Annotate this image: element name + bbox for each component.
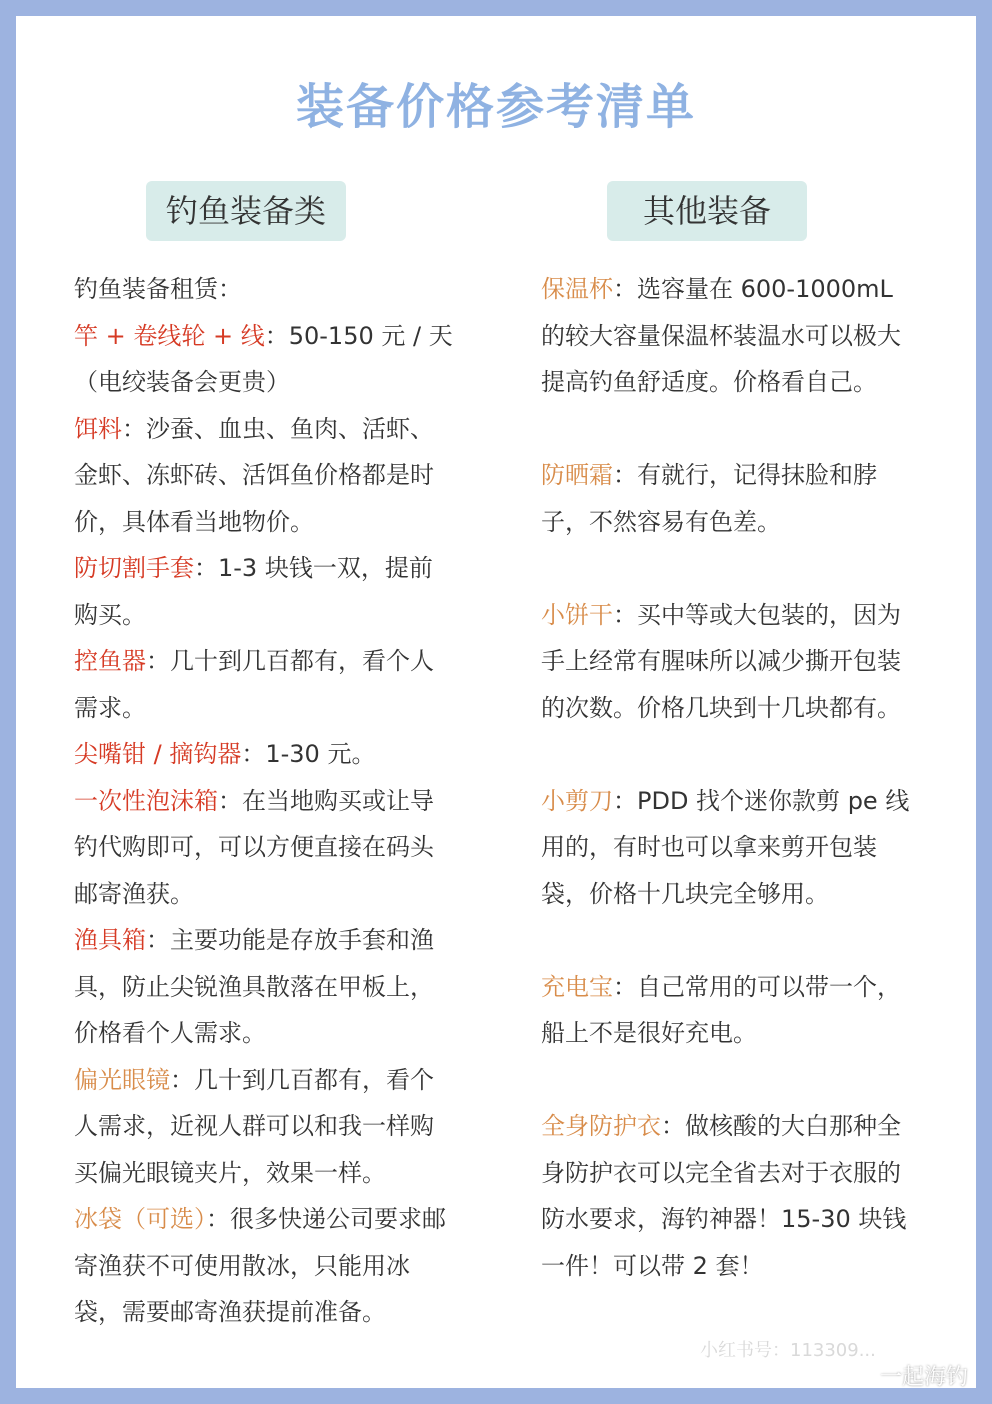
item-key: 小剪刀	[541, 786, 613, 815]
right-column	[541, 266, 919, 1289]
spacer	[541, 917, 919, 964]
item-text: 钓鱼装备租赁：	[74, 275, 242, 303]
item-text: ：1-3 块钱一双，提前购买。	[74, 554, 433, 629]
list-item	[541, 452, 919, 545]
item-text: ：自己常用的可以带一个，船上不是很好充电。	[541, 972, 901, 1047]
item-key: 控鱼器	[74, 647, 146, 675]
watermark: 小红书号：113309...	[700, 1340, 876, 1361]
item-text: ：几十到几百都有，看个人需求。	[74, 647, 434, 722]
list-item	[74, 1196, 454, 1336]
left-section-header: 钓鱼装备类	[146, 181, 346, 241]
item-text: ：主要功能是存放手套和渔具，防止尖锐渔具散落在甲板上，价格看个人需求。	[74, 926, 434, 1047]
item-key: 渔具箱	[74, 926, 146, 954]
list-item	[74, 406, 454, 546]
list-item	[541, 1103, 919, 1289]
item-text: ：几十到几百都有，看个人需求，近视人群可以和我一样购买偏光眼镜夹片，效果一样。	[74, 1065, 434, 1187]
list-item	[541, 592, 919, 732]
list-item	[74, 545, 454, 638]
list-item	[541, 964, 919, 1057]
brand-label: 一起海钓	[880, 1365, 969, 1390]
item-key: 防切割手套	[74, 554, 194, 582]
list-item	[74, 917, 454, 1057]
item-text: ：有就行，记得抹脸和脖子，不然容易有色差。	[541, 461, 877, 536]
item-text: ：选容量在 600-1000mL 的较大容量保温杯装温水可以极大提高钓鱼舒适度。价格看自己。	[541, 275, 901, 396]
item-key: 偏光眼镜	[74, 1065, 170, 1094]
list-item	[541, 778, 919, 918]
item-key: 尖嘴钳 / 摘钩器	[74, 740, 242, 768]
item-key: 饵料	[74, 414, 122, 443]
list-item	[74, 313, 454, 406]
item-key: 竿 + 卷线轮 + 线	[74, 321, 265, 350]
poster-card	[16, 16, 976, 1388]
spacer	[541, 1057, 919, 1104]
item-key: 一次性泡沫箱	[74, 786, 218, 815]
item-text: ：PDD 找个迷你款剪 pe 线用的，有时也可以拿来剪开包装袋，价格十几块完全够用。	[541, 786, 910, 908]
item-text: ：很多快递公司要求邮寄渔获不可使用散冰，只能用冰袋，需要邮寄渔获提前准备。	[74, 1205, 446, 1326]
list-item	[541, 266, 919, 406]
item-key: 全身防护衣	[541, 1112, 661, 1140]
item-text: ：做核酸的大白那种全身防护衣可以完全省去对于衣服的防水要求，海钓神器！15-30 块钱一件！可以带 2 套！	[541, 1112, 907, 1280]
item-text: ：1-30 元。	[241, 740, 376, 768]
spacer	[541, 545, 919, 592]
item-key: 防晒霜	[541, 461, 613, 489]
item-key: 冰袋（可选）	[74, 1205, 206, 1233]
spacer	[541, 731, 919, 778]
page-title: 装备价格参考清单	[295, 79, 696, 135]
spacer	[541, 406, 919, 453]
item-text: ：50-150 元 / 天（电绞装备会更贵）	[74, 321, 453, 396]
list-item	[74, 266, 454, 313]
item-text: ：买中等或大包装的，因为手上经常有腥味所以减少撕开包装的次数。价格几块到十几块都有。	[541, 600, 901, 722]
left-column	[74, 266, 454, 1336]
list-item	[74, 1057, 454, 1197]
item-key: 小饼干	[541, 600, 613, 629]
list-item	[74, 778, 454, 918]
item-key: 充电宝	[541, 972, 613, 1001]
right-section-header: 其他装备	[607, 181, 807, 241]
list-item	[74, 638, 454, 731]
list-item	[74, 731, 454, 778]
item-key: 保温杯	[541, 275, 613, 303]
item-text: ：在当地购买或让导钓代购即可，可以方便直接在码头邮寄渔获。	[74, 786, 434, 908]
item-text: ：沙蚕、血虫、鱼肉、活虾、金虾、冻虾砖、活饵鱼价格都是时价，具体看当地物价。	[74, 414, 434, 536]
